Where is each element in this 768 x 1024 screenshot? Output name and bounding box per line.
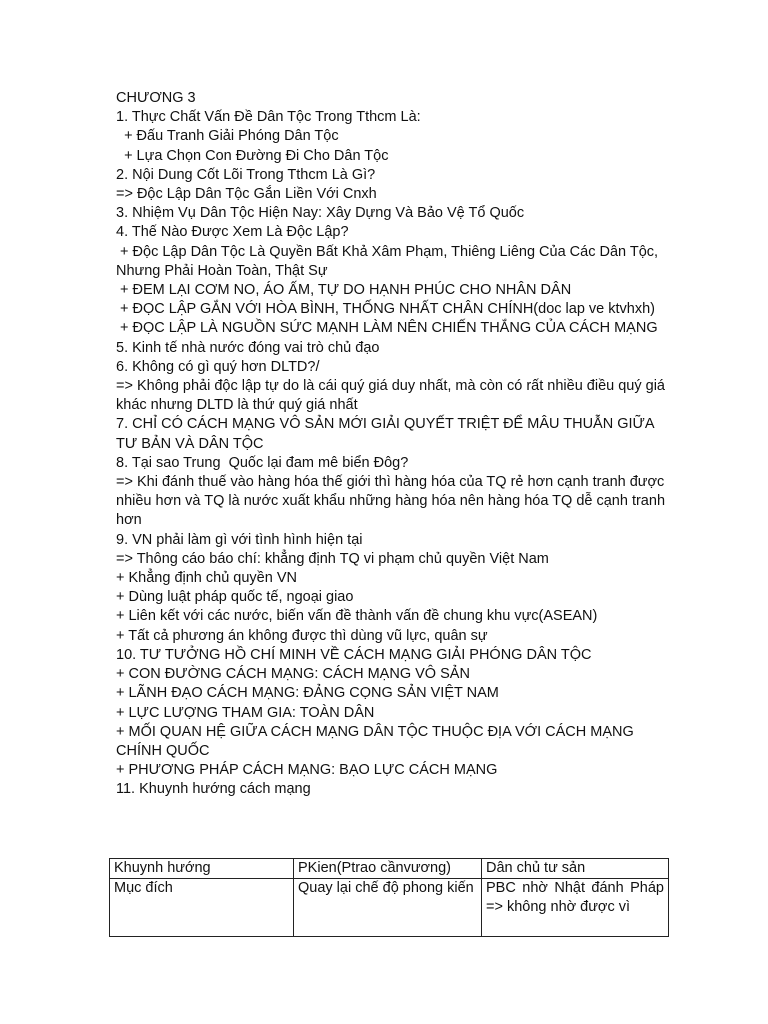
question-5: 5. Kinh tế nhà nước đóng vai trò chủ đạo [116,339,380,356]
table-cell: Quay lại chế độ phong kiến [294,879,482,937]
question-3: 3. Nhiệm Vụ Dân Tộc Hiện Nay: Xây Dựng Và Bảo Vệ Tổ Quốc [116,205,525,222]
comparison-table [109,858,669,937]
answer-line: + Khẳng định chủ quyền VN [116,570,297,587]
question-6: 6. Không có gì quý hơn DLTD?/ [116,358,320,375]
table-header-cell: Khuynh hướng [110,859,294,879]
table-header-row [110,859,669,879]
answer-line: + ĐỌC LẬP LÀ NGUỒN SỨC MẠNH LÀM NÊN CHIẾN THẮNG CỦA CÁCH MẠNG [116,320,658,337]
question-4: 4. Thế Nào Được Xem Là Độc Lập? [116,224,349,241]
answer-line: + Tất cả phương án không được thì dùng vũ lực, quân sự [116,627,488,644]
chapter-title: CHƯƠNG 3 [116,90,196,106]
question-11: 11. Khuynh hướng cách mạng [116,781,311,798]
answer-line: + CON ĐƯỜNG CÁCH MẠNG: CÁCH MẠNG VÔ SẢN [116,666,470,683]
table-row [110,879,669,937]
table-cell: PBC nhờ Nhật đánh Pháp => không nhờ được vì [482,879,669,937]
question-9: 9. VN phải làm gì với tình hình hiện tại [116,531,363,548]
question-7: 7. CHỈ CÓ CÁCH MẠNG VÔ SẢN MỚI GIẢI QUYẾT TRIỆT ĐỂ MÂU THUẪN GIỮA TƯ BẢN VÀ DÂN TỘC [116,416,658,452]
answer-line: + ĐEM LẠI CƠM NO, ÁO ẤM, TỰ DO HẠNH PHÚC CHO NHÂN DÂN [116,282,572,299]
question-10: 10. TƯ TƯỞNG HỒ CHÍ MINH VỀ CÁCH MẠNG GIẢI PHÓNG DÂN TỘC [116,646,592,663]
answer-line: + ĐỌC LẬP GẮN VỚI HÒA BÌNH, THỐNG NHẤT CHÂN CHÍNH(doc lap ve ktvhxh) [116,301,655,318]
question-2: 2. Nội Dung Cốt Lõi Trong Tthcm Là Gì? [116,166,376,183]
answer-line: + Dùng luật pháp quốc tế, ngoại giao [116,589,354,606]
answer-line: + Liên kết với các nước, biến vấn đề thành vấn đề chung khu vực(ASEAN) [116,608,598,625]
answer-line: + LỰC LƯỢNG THAM GIA: TOÀN DÂN [116,704,375,721]
table-cell: Mục đích [110,879,294,937]
answer-line: + LÃNH ĐẠO CÁCH MẠNG: ĐẢNG CỌNG SẢN VIỆT NAM [116,685,499,702]
question-1: 1. Thực Chất Vấn Đề Dân Tộc Trong Tthcm Là: [116,109,421,126]
answer-line: + MỐI QUAN HỆ GIỮA CÁCH MẠNG DÂN TỘC THUỘC ĐỊA VỚI CÁCH MẠNG CHÍNH QUỐC [116,723,638,759]
question-8: 8. Tại sao Trung Quốc lại đam mê biển Đôg? [116,454,409,471]
answer-line: => Thông cáo báo chí: khẳng định TQ vi phạm chủ quyền Việt Nam [116,550,549,567]
answer-line: + Đấu Tranh Giải Phóng Dân Tộc [116,128,339,145]
answer-line: + PHƯƠNG PHÁP CÁCH MẠNG: BẠO LỰC CÁCH MẠNG [116,762,498,779]
answer-line: => Khi đánh thuế vào hàng hóa thế giới thì hàng hóa của TQ rẻ hơn cạnh tranh được nhiều hơn và TQ là nước xuất khẩu những hàng hóa nên hàng hóa TQ dễ cạnh tranh hơn [116,474,670,529]
document-body [116,89,676,800]
answer-line: => Không phải độc lập tự do là cái quý giá duy nhất, mà còn có rất nhiều điều quý giá khác nhưng DLTD là thứ quý giá nhất [116,378,670,414]
table-header-cell: PKien(Ptrao cầnvương) [294,859,482,879]
table-header-cell: Dân chủ tư sản [482,859,669,879]
answer-line: + Độc Lập Dân Tộc Là Quyền Bất Khả Xâm Phạm, Thiêng Liêng Của Các Dân Tộc, Nhưng Phải Hoàn Toàn, Thật Sự [116,243,663,279]
answer-line: + Lựa Chọn Con Đường Đi Cho Dân Tộc [116,147,389,164]
answer-line: => Độc Lập Dân Tộc Gắn Liền Với Cnxh [116,186,377,203]
